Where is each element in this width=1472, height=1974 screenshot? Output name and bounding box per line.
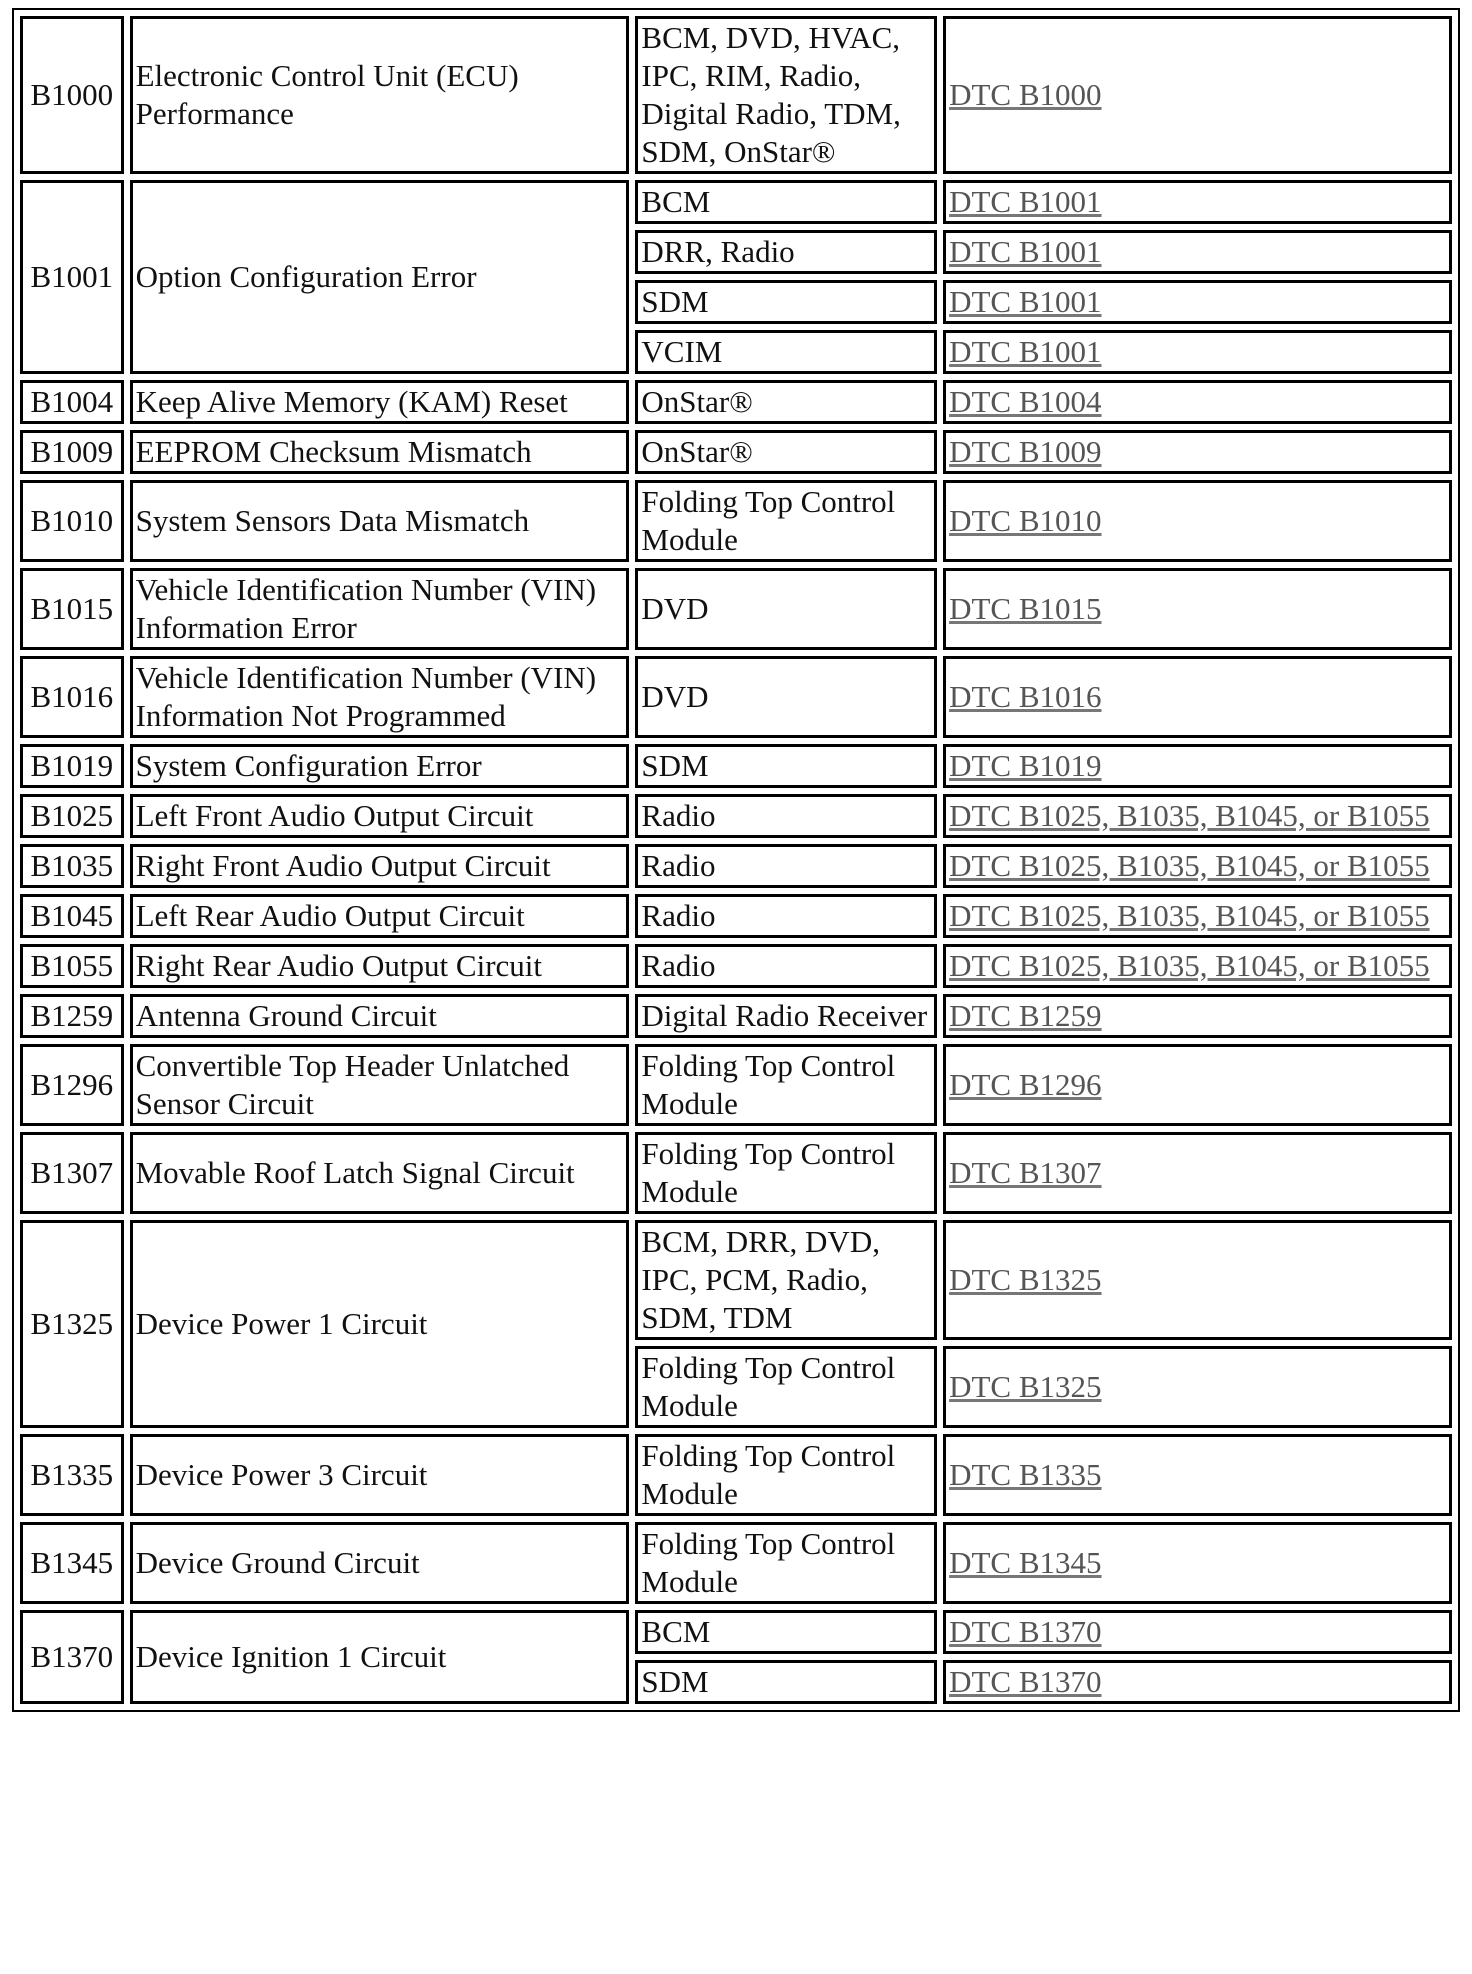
dtc-code-cell: B1370 — [20, 1610, 124, 1704]
dtc-description-cell: Device Ground Circuit — [130, 1522, 630, 1604]
dtc-code-cell: B1335 — [20, 1434, 124, 1516]
table-row — [20, 844, 1452, 888]
dtc-link[interactable]: DTC B1345 — [949, 1545, 1102, 1580]
dtc-table-container — [12, 8, 1460, 1712]
dtc-code-cell: B1025 — [20, 794, 124, 838]
dtc-code-cell: B1010 — [20, 480, 124, 562]
module-cell: DVD — [635, 656, 937, 738]
dtc-link-cell — [943, 568, 1452, 650]
dtc-link[interactable]: DTC B1016 — [949, 679, 1102, 714]
module-cell: BCM — [635, 180, 937, 224]
dtc-description-cell: Right Front Audio Output Circuit — [130, 844, 630, 888]
dtc-description-cell: Option Configuration Error — [130, 180, 630, 374]
dtc-link-cell — [943, 180, 1452, 224]
module-cell: Folding Top Control Module — [635, 1044, 937, 1126]
module-cell: BCM, DRR, DVD, IPC, PCM, Radio, SDM, TDM — [635, 1220, 937, 1340]
dtc-link-cell — [943, 1346, 1452, 1428]
module-cell: DVD — [635, 568, 937, 650]
dtc-code-cell: B1045 — [20, 894, 124, 938]
table-row — [20, 1220, 1452, 1340]
table-row — [20, 944, 1452, 988]
dtc-description-cell: Right Rear Audio Output Circuit — [130, 944, 630, 988]
dtc-code-cell: B1000 — [20, 16, 124, 174]
dtc-link[interactable]: DTC B1370 — [949, 1614, 1102, 1649]
table-row — [20, 656, 1452, 738]
dtc-table — [12, 8, 1460, 1712]
table-row — [20, 894, 1452, 938]
dtc-link-cell — [943, 844, 1452, 888]
dtc-table-body — [20, 16, 1452, 1704]
dtc-link-cell — [943, 16, 1452, 174]
table-row — [20, 180, 1452, 224]
dtc-code-cell: B1325 — [20, 1220, 124, 1428]
dtc-description-cell: Convertible Top Header Unlatched Sensor Circuit — [130, 1044, 630, 1126]
dtc-description-cell: System Sensors Data Mismatch — [130, 480, 630, 562]
dtc-link[interactable]: DTC B1001 — [949, 184, 1102, 219]
module-cell: Radio — [635, 844, 937, 888]
table-row — [20, 1434, 1452, 1516]
dtc-code-cell: B1019 — [20, 744, 124, 788]
dtc-link[interactable]: DTC B1307 — [949, 1155, 1102, 1190]
dtc-link-cell — [943, 230, 1452, 274]
dtc-code-cell: B1004 — [20, 380, 124, 424]
dtc-link[interactable]: DTC B1335 — [949, 1457, 1102, 1492]
table-row — [20, 744, 1452, 788]
dtc-link[interactable]: DTC B1001 — [949, 234, 1102, 269]
dtc-link-cell — [943, 794, 1452, 838]
dtc-link-cell — [943, 744, 1452, 788]
dtc-link[interactable]: DTC B1015 — [949, 591, 1102, 626]
table-row — [20, 380, 1452, 424]
dtc-link-cell — [943, 994, 1452, 1038]
table-row — [20, 1132, 1452, 1214]
dtc-link-cell — [943, 656, 1452, 738]
module-cell: Radio — [635, 894, 937, 938]
dtc-description-cell: Left Front Audio Output Circuit — [130, 794, 630, 838]
dtc-link[interactable]: DTC B1325 — [949, 1262, 1102, 1297]
module-cell: Radio — [635, 944, 937, 988]
module-cell: SDM — [635, 744, 937, 788]
module-cell: SDM — [635, 1660, 937, 1704]
dtc-link[interactable]: DTC B1001 — [949, 284, 1102, 319]
dtc-link-cell — [943, 1220, 1452, 1340]
dtc-description-cell: System Configuration Error — [130, 744, 630, 788]
table-row — [20, 1044, 1452, 1126]
dtc-link[interactable]: DTC B1001 — [949, 334, 1102, 369]
dtc-description-cell: Antenna Ground Circuit — [130, 994, 630, 1038]
module-cell: Digital Radio Receiver — [635, 994, 937, 1038]
table-row — [20, 994, 1452, 1038]
dtc-link[interactable]: DTC B1019 — [949, 748, 1102, 783]
dtc-description-cell: Keep Alive Memory (KAM) Reset — [130, 380, 630, 424]
dtc-link[interactable]: DTC B1000 — [949, 77, 1102, 112]
dtc-link-cell — [943, 894, 1452, 938]
table-row — [20, 1610, 1452, 1654]
dtc-link[interactable]: DTC B1025, B1035, B1045, or B1055 — [949, 848, 1430, 883]
dtc-link-cell — [943, 1660, 1452, 1704]
dtc-description-cell: Vehicle Identification Number (VIN) Information Error — [130, 568, 630, 650]
dtc-description-cell: Electronic Control Unit (ECU) Performance — [130, 16, 630, 174]
table-row — [20, 430, 1452, 474]
dtc-description-cell: EEPROM Checksum Mismatch — [130, 430, 630, 474]
dtc-link[interactable]: DTC B1010 — [949, 503, 1102, 538]
dtc-description-cell: Movable Roof Latch Signal Circuit — [130, 1132, 630, 1214]
dtc-description-cell: Left Rear Audio Output Circuit — [130, 894, 630, 938]
dtc-link[interactable]: DTC B1296 — [949, 1067, 1102, 1102]
module-cell: BCM — [635, 1610, 937, 1654]
module-cell: OnStar® — [635, 380, 937, 424]
table-row — [20, 568, 1452, 650]
table-row — [20, 480, 1452, 562]
dtc-link[interactable]: DTC B1004 — [949, 384, 1102, 419]
dtc-link-cell — [943, 330, 1452, 374]
dtc-code-cell: B1035 — [20, 844, 124, 888]
dtc-link[interactable]: DTC B1259 — [949, 998, 1102, 1033]
dtc-description-cell: Vehicle Identification Number (VIN) Information Not Programmed — [130, 656, 630, 738]
module-cell: SDM — [635, 280, 937, 324]
dtc-code-cell: B1296 — [20, 1044, 124, 1126]
dtc-code-cell: B1016 — [20, 656, 124, 738]
dtc-link[interactable]: DTC B1370 — [949, 1664, 1102, 1699]
table-row — [20, 16, 1452, 174]
dtc-link-cell — [943, 280, 1452, 324]
dtc-link-cell — [943, 1044, 1452, 1126]
module-cell: Folding Top Control Module — [635, 1522, 937, 1604]
module-cell: DRR, Radio — [635, 230, 937, 274]
dtc-link[interactable]: DTC B1009 — [949, 434, 1102, 469]
dtc-link-cell — [943, 1610, 1452, 1654]
dtc-code-cell: B1307 — [20, 1132, 124, 1214]
table-row — [20, 1522, 1452, 1604]
module-cell: Folding Top Control Module — [635, 480, 937, 562]
dtc-link-cell — [943, 944, 1452, 988]
dtc-link-cell — [943, 1434, 1452, 1516]
dtc-description-cell: Device Power 3 Circuit — [130, 1434, 630, 1516]
dtc-code-cell: B1015 — [20, 568, 124, 650]
dtc-link-cell — [943, 480, 1452, 562]
module-cell: Radio — [635, 794, 937, 838]
dtc-code-cell: B1001 — [20, 180, 124, 374]
module-cell: Folding Top Control Module — [635, 1346, 937, 1428]
dtc-link-cell — [943, 1132, 1452, 1214]
dtc-link-cell — [943, 1522, 1452, 1604]
dtc-link[interactable]: DTC B1025, B1035, B1045, or B1055 — [949, 798, 1430, 833]
dtc-link-cell — [943, 380, 1452, 424]
dtc-code-cell: B1259 — [20, 994, 124, 1038]
dtc-link[interactable]: DTC B1025, B1035, B1045, or B1055 — [949, 948, 1430, 983]
module-cell: Folding Top Control Module — [635, 1434, 937, 1516]
table-row — [20, 794, 1452, 838]
dtc-code-cell: B1345 — [20, 1522, 124, 1604]
dtc-link-cell — [943, 430, 1452, 474]
dtc-link[interactable]: DTC B1325 — [949, 1369, 1102, 1404]
module-cell: OnStar® — [635, 430, 937, 474]
module-cell: BCM, DVD, HVAC, IPC, RIM, Radio, Digital Radio, TDM, SDM, OnStar® — [635, 16, 937, 174]
dtc-code-cell: B1009 — [20, 430, 124, 474]
dtc-description-cell: Device Ignition 1 Circuit — [130, 1610, 630, 1704]
module-cell: Folding Top Control Module — [635, 1132, 937, 1214]
dtc-code-cell: B1055 — [20, 944, 124, 988]
module-cell: VCIM — [635, 330, 937, 374]
dtc-link[interactable]: DTC B1025, B1035, B1045, or B1055 — [949, 898, 1430, 933]
dtc-description-cell: Device Power 1 Circuit — [130, 1220, 630, 1428]
